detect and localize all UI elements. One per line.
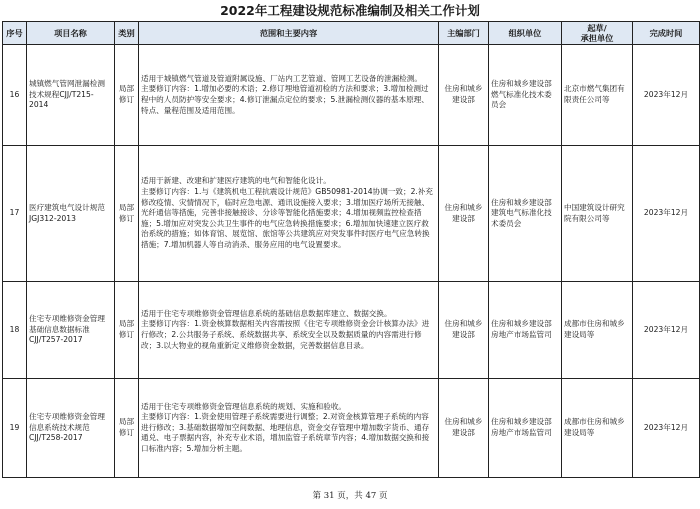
table-row	[3, 45, 700, 146]
header-category: 类别	[115, 22, 139, 45]
row-drafter: 中国建筑设计研究院有限公司等	[562, 146, 633, 282]
header-name: 项目名称	[27, 22, 115, 45]
row-org: 住房和城乡建设部燃气标准化技术委员会	[489, 45, 562, 146]
header-no: 序号	[3, 22, 27, 45]
row-category: 局部修订	[115, 146, 139, 282]
row-name: 医疗建筑电气设计规范JGJ312-2013	[27, 146, 115, 282]
scope-intro: 适用于住宅专项维修资金管理信息系统的基础信息数据库建立、数据交换。	[141, 308, 392, 318]
row-scope	[139, 282, 439, 379]
row-scope	[139, 45, 439, 146]
scope-revisions: 主要修订内容：1.资金使用管理子系统需要进行调整；2.对资金核算管理子系统的内容进行修改；3.基础数据增加空间数据、地理信息，资金交存管理中增加数字货币、通存通兑、电子票据内容，补充专业术语，增加监管子系统章节内容；4.增加数据交换和接口标准内容；5.增加分析主题。	[141, 412, 430, 453]
row-drafter: 成都市住房和城乡建设局等	[562, 282, 633, 379]
row-no: 19	[3, 379, 27, 478]
page-title: 2022年工程建设规范标准编制及相关工作计划	[220, 3, 480, 18]
header-org: 组织单位	[489, 22, 562, 45]
header-deadline: 完成时间	[633, 22, 700, 45]
scope-intro: 适用于新建、改建和扩建医疗建筑的电气和智能化设计。	[141, 176, 331, 186]
row-dept: 住房和城乡建设部	[439, 45, 489, 146]
work-plan-table	[2, 21, 700, 478]
scope-revisions: 主要修订内容：1.资金核算数据相关内容需按照《住宅专项维修资金会计核算办法》进行修改；2.公共服务子系统、系统数据共享、系统安全以及数据质量的内容需进行修改；3.以大物业的视角重新定义维修资金数据，完善数据信息目录。	[141, 319, 430, 350]
scope-revisions: 主要修订内容：1.与《建筑机电工程抗震设计规范》GB50981-2014协调一致；2.补充修改疫情、灾情情况下，临时应急电源、通讯设施接入要求；3.增加医疗场所无接触、光纤通信等措施，完善非接触接诊、分诊等智能化措施要求；4.增加视频监控检查措施；5.增加应对突发公共卫生事件的电气应急转换措施要求；6.增加加快速建立医疗救治系统的措施；如体育馆、展览馆、旅馆等公共建筑应对突发事件时医疗电气应急转换措施；7.增加机器人等自动消杀、服务应用的电气设置要求。	[141, 187, 434, 249]
header-dept: 主编部门	[439, 22, 489, 45]
row-drafter: 成都市住房和城乡建设局等	[562, 379, 633, 478]
header-drafter-line2: 承担单位	[580, 33, 614, 43]
row-deadline: 2023年12月	[633, 379, 700, 478]
row-dept: 住房和城乡建设部	[439, 146, 489, 282]
row-drafter: 北京市燃气集团有限责任公司等	[562, 45, 633, 146]
page-footer: 第 31 页，共 47 页	[312, 491, 388, 501]
table-row	[3, 379, 700, 478]
row-scope	[139, 379, 439, 478]
row-deadline: 2023年12月	[633, 282, 700, 379]
row-no: 18	[3, 282, 27, 379]
scope-intro: 适用于城镇燃气管道及管道附属设施、厂站内工艺管道、管网工艺设备的泄漏检测。	[141, 73, 422, 83]
row-scope	[139, 146, 439, 282]
row-no: 17	[3, 146, 27, 282]
row-org: 住房和城乡建设部建筑电气标准化技术委员会	[489, 146, 562, 282]
scope-intro: 适用于住宅专项维修资金管理信息系统的规划、实施和验收。	[141, 401, 347, 411]
header-drafter	[562, 22, 633, 45]
table-row	[3, 146, 700, 282]
row-org: 住房和城乡建设部房地产市场监管司	[489, 379, 562, 478]
table-header-row	[3, 22, 700, 45]
scope-revisions: 主要修订内容：1.增加必要的术语；2.修订埋地管道初检的方法和要求；3.增加检测过程中的人员防护等安全要求；4.修订泄漏点定位的要求；5.泄漏检测仪器的基本原理、特点、量程范围及适用范围。	[141, 84, 429, 115]
row-name: 城镇燃气管网泄漏检测技术规程CJJ/T215-2014	[27, 45, 115, 146]
table-row	[3, 282, 700, 379]
header-drafter-line1: 起草/	[587, 23, 607, 33]
row-dept: 住房和城乡建设部	[439, 379, 489, 478]
header-scope: 范围和主要内容	[139, 22, 439, 45]
row-dept: 住房和城乡建设部	[439, 282, 489, 379]
row-category: 局部修订	[115, 379, 139, 478]
row-category: 局部修订	[115, 282, 139, 379]
row-name: 住宅专项维修资金管理信息系统技术规范CJJ/T258-2017	[27, 379, 115, 478]
row-category: 局部修订	[115, 45, 139, 146]
row-deadline: 2023年12月	[633, 45, 700, 146]
row-org: 住房和城乡建设部房地产市场监管司	[489, 282, 562, 379]
row-no: 16	[3, 45, 27, 146]
row-deadline: 2023年12月	[633, 146, 700, 282]
row-name: 住宅专项维修资金管理基础信息数据标准CJJ/T257-2017	[27, 282, 115, 379]
